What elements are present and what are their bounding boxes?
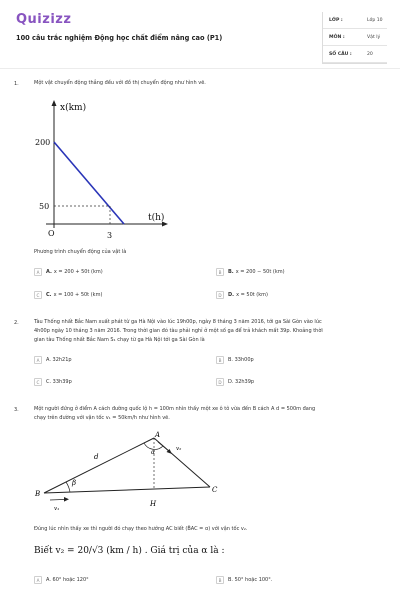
document-title: 100 câu trắc nghiệm Động học chất điểm nâng cao (P1) [16,34,223,42]
triangle-figure [30,430,220,520]
point-h-label: H [150,500,157,508]
x-axis-label: t(h) [148,213,165,223]
option-letter: D [216,291,224,299]
v1-label: v₁ [54,506,60,512]
y-tick-label: 50 [39,202,50,211]
y-tick-label: 200 [35,138,51,147]
point-c-label: C [212,486,218,494]
angle-alpha-label: α [151,449,156,456]
option-bold-label: A. [46,269,52,275]
option-bold-label: B. [228,269,234,275]
distance-d-label: d [94,453,99,461]
motion-line [54,142,124,224]
meta-row-class [323,12,387,29]
question-text: Một vật chuyển động thẳng đều với đồ thị chuyển động như hình vẽ. [34,80,206,86]
meta-info-box [322,12,387,64]
answer-option-b[interactable] [216,356,254,364]
question-line: 4h00p ngày 10 tháng 3 năm 2016. Trong thời gian đó tàu phải nghỉ ở một số ga để trả khách mất 39p. Khoảng thời [34,328,323,334]
question-number: 3. [14,407,19,413]
question-number: 2. [14,320,19,326]
option-bold-label: C. [46,292,52,298]
v1-arrowhead [64,497,69,502]
origin-label: O [48,229,55,238]
option-text: x = 100 + 50t (km) [53,292,103,298]
question-text [34,405,390,423]
option-text: x = 50t (km) [236,292,268,298]
question-text [34,318,390,345]
question-line: Một người đứng ở điểm A cách đường quốc lộ h = 100m nhìn thấy một xe ô tô vừa đến B cách A d = 500m đang [34,406,316,412]
angle-beta-label: β [72,479,77,487]
option-letter: D [216,378,224,386]
meta-value: Lớp 10 [367,17,383,23]
option-text: B. 33h00p [228,357,254,363]
segment-ab [44,438,154,493]
option-letter: A [34,576,42,584]
y-axis-arrow [52,100,57,106]
v2-label: v₂ [176,446,182,452]
option-letter: C [34,291,42,299]
option-text: A. 32h21p [46,357,72,363]
meta-row-subject [323,29,387,46]
meta-value: 20 [367,51,373,57]
answer-option-d[interactable] [216,378,254,386]
meta-key: LỚP : [329,17,343,23]
answer-option-d[interactable] [216,291,268,299]
point-b-label: B [35,490,41,498]
y-axis-label: x(km) [60,103,87,113]
quizizz-logo: Quizizz [16,12,72,27]
option-letter: A [34,268,42,276]
option-text: D. 32h39p [228,379,255,385]
v1-arrow [50,499,66,500]
position-time-graph [30,96,180,244]
answer-option-b[interactable] [216,268,285,276]
answer-option-a[interactable] [34,268,103,276]
option-letter: B [216,576,224,584]
question-formula-line: Biết v₂ = 20/√3 (km / h) . Giá trị của α là : [34,546,225,556]
meta-value: Vật lý [367,34,381,40]
meta-key: MÔN : [329,34,345,40]
option-letter: A [34,356,42,364]
angle-beta-arc [66,482,70,492]
option-text: C. 33h39p [46,379,72,385]
answer-option-b[interactable] [216,576,272,584]
question-line: gian tàu Thống nhất Bắc Nam S₁ chạy từ ga Hà Nội tới ga Sài Gòn là [34,337,205,343]
meta-row-count [323,46,387,63]
question-line: chạy trên đường với vận tốc v₁ = 50km/h như hình vẽ. [34,415,170,421]
answer-option-c[interactable] [34,378,72,386]
answer-option-c[interactable] [34,291,102,299]
option-text: x = 200 + 50t (km) [53,269,103,275]
question-number: 1. [14,81,19,87]
option-text: A. 60° hoặc 120° [46,577,89,583]
option-text: B. 50° hoặc 100°. [228,577,273,583]
answer-option-a[interactable] [34,356,72,364]
x-tick-label: 3 [107,231,113,240]
question-prompt: Đúng lúc nhìn thấy xe thì người đó chạy theo hướng AC biết (B̂AC = α) với vận tốc v₂. [34,526,248,532]
point-a-label: A [155,431,161,439]
answer-option-a[interactable] [34,576,89,584]
meta-key: SỐ CÂU : [329,51,352,57]
question-line: Tàu Thống nhất Bắc Nam xuất phát từ ga Hà Nội vào lúc 19h00p, ngày 8 tháng 3 năm 2016, tới ga Sài Gòn vào lúc [34,319,322,325]
option-text: x = 200 − 50t (km) [235,269,285,275]
option-letter: C [34,378,42,386]
option-letter: B [216,356,224,364]
question-prompt: Phương trình chuyển động của vật là [34,249,127,255]
header-divider [0,68,400,69]
option-bold-label: D. [228,292,235,298]
option-letter: B [216,268,224,276]
worksheet-header [0,0,400,70]
